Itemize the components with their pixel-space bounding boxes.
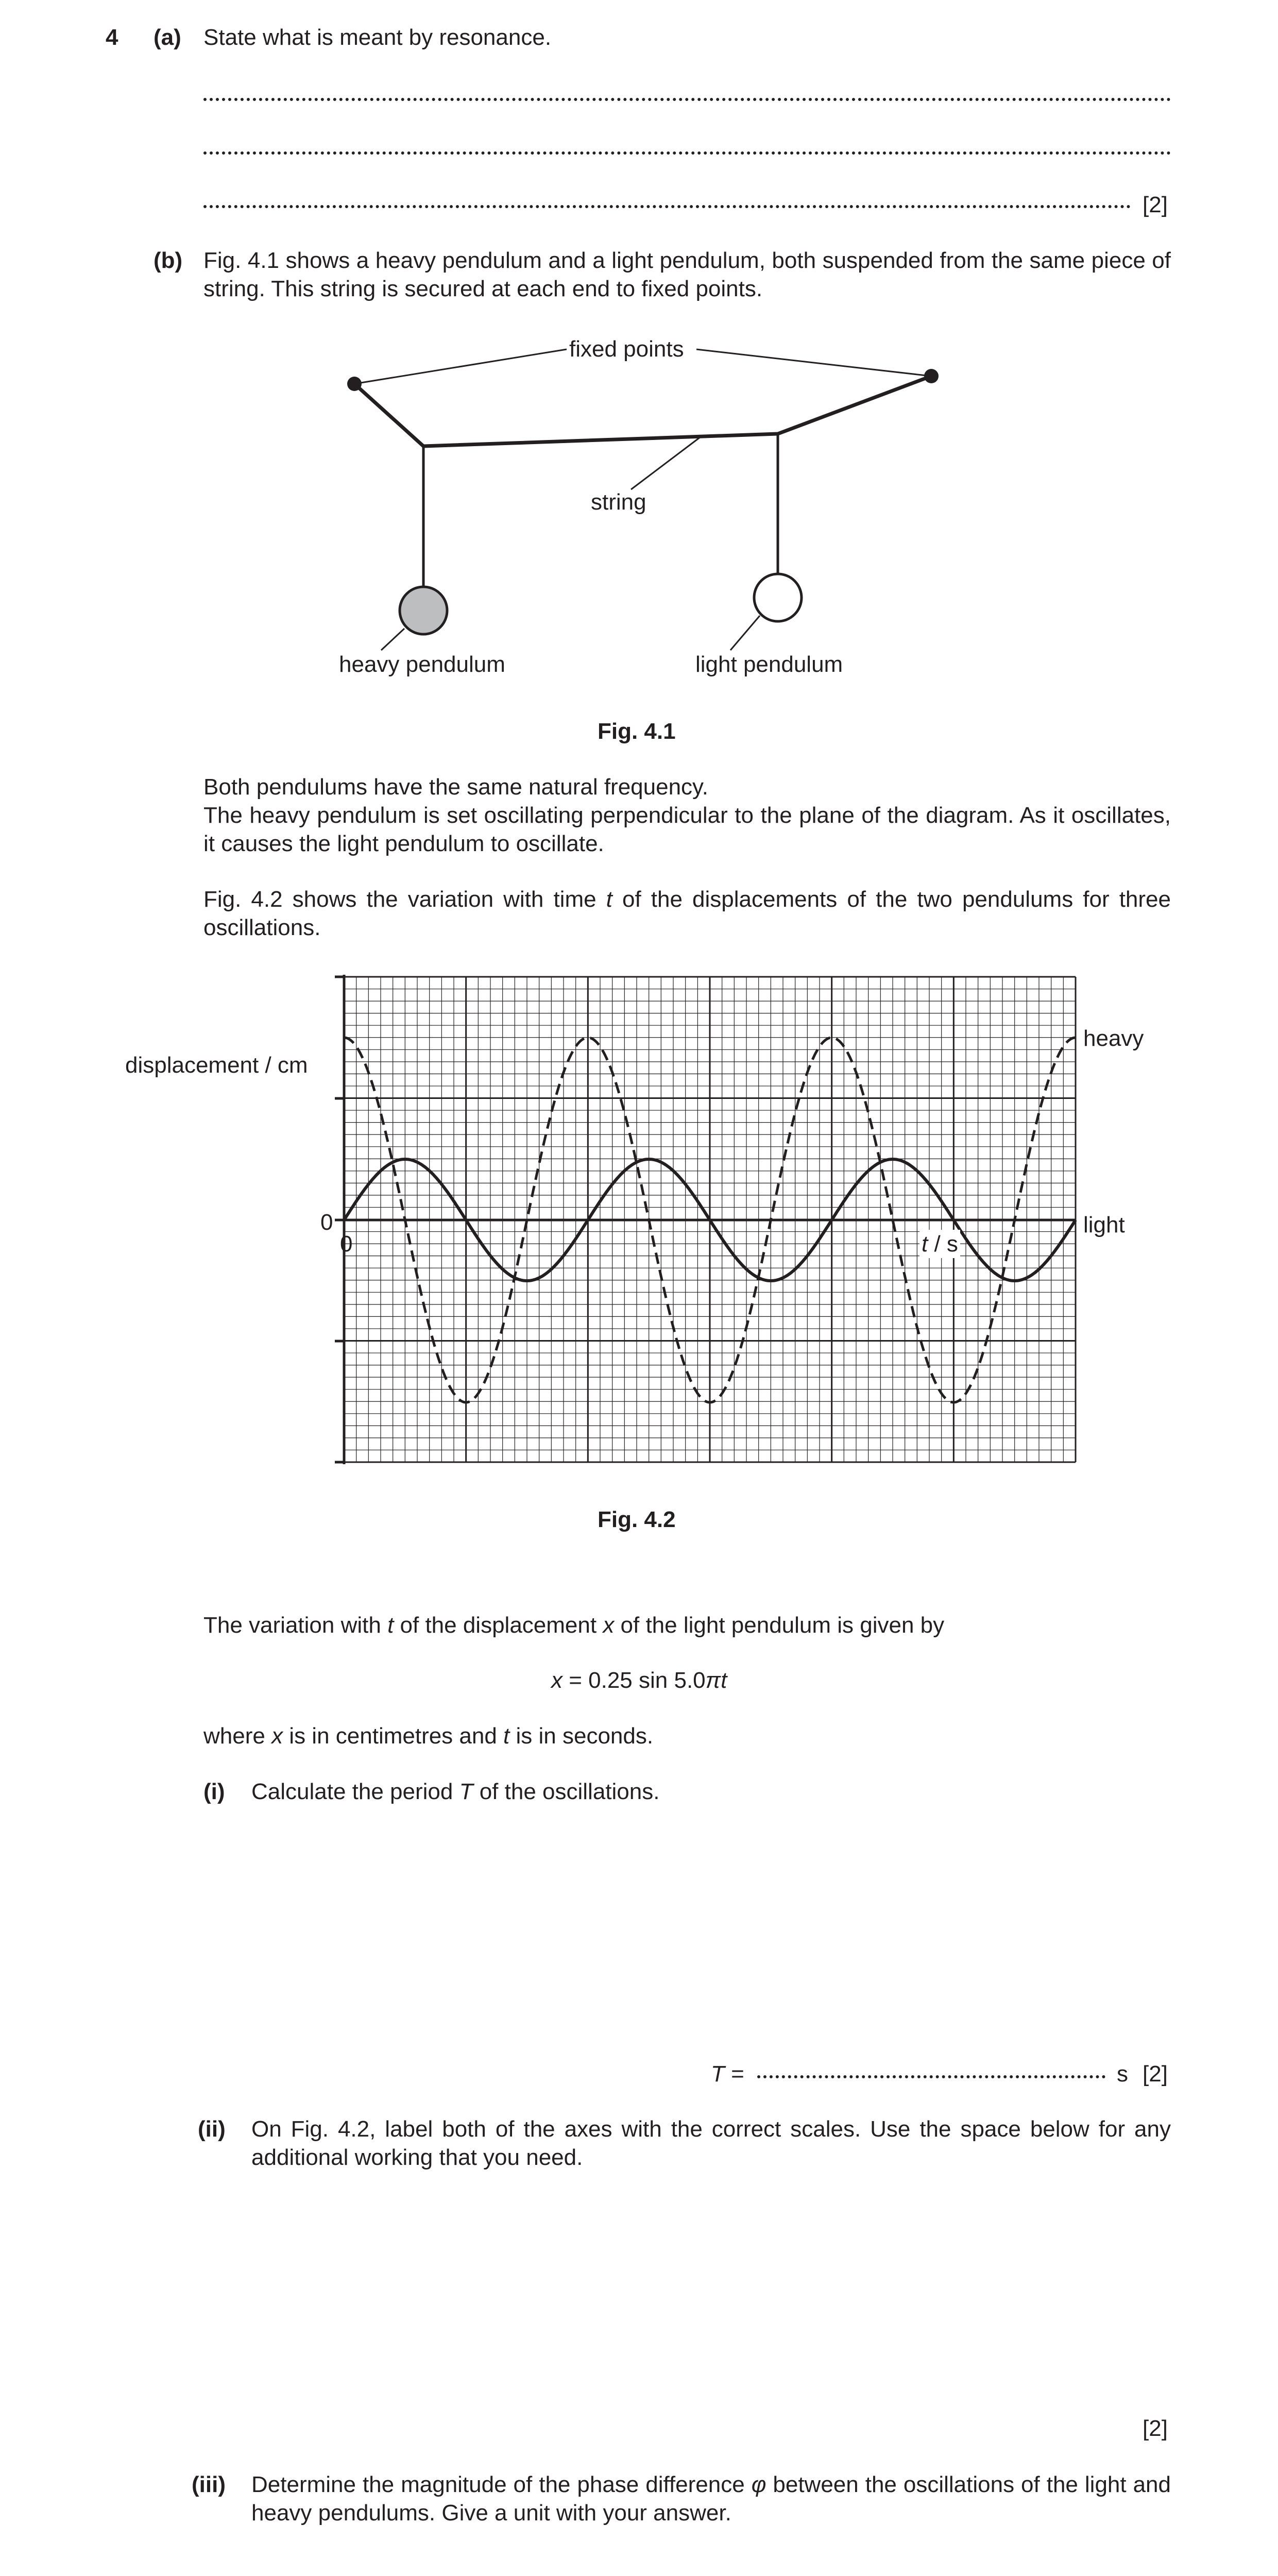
sub-i-marks: [2] [1143, 2061, 1168, 2087]
sub-i-label: (i) [203, 1779, 225, 1804]
label-string: string [591, 489, 646, 515]
equation: x = 0.25 sin 5.0πt [551, 1668, 727, 1693]
x-origin-label: 0 [340, 1231, 353, 1257]
y-origin-label: 0 [320, 1210, 333, 1235]
sub-ii-prompt: On Fig. 4.2, label both of the axes with the correct scales. Use the space below for any additional working that you need. [251, 2116, 1171, 2170]
part-a-marks: [2] [1143, 192, 1168, 217]
sub-i-prompt: Calculate the period T of the oscillations. [251, 1779, 660, 1804]
part-b-intro: Fig. 4.1 shows a heavy pendulum and a light pendulum, both suspended from the same piece of string. This string is secured at each end to fixed points. [203, 248, 1171, 301]
y-axis-label: displacement / cm [125, 1053, 308, 1078]
label-fixed-points: fixed points [569, 336, 684, 362]
sub-ii-marks: [2] [1143, 2416, 1168, 2441]
fig-4-1-caption: Fig. 4.1 [598, 719, 676, 744]
sub-i-unit: s [1117, 2061, 1128, 2087]
part-a-label: (a) [154, 25, 181, 50]
x-axis-label: t / s [919, 1230, 960, 1258]
sub-i-answer-prefix: T = [711, 2061, 744, 2087]
equation-where: where x is in centimetres and t is in seconds. [203, 1723, 654, 1749]
period-answer-line[interactable] [757, 2075, 1105, 2078]
equation-intro: The variation with t of the displacement x of the light pendulum is given by [203, 1613, 945, 1638]
question-number: 4 [106, 25, 118, 50]
label-light-pendulum: light pendulum [695, 652, 843, 677]
sub-iii-prompt: Determine the magnitude of the phase difference φ between the oscillations of the light and heavy pendulums. Give a unit with your answer. [251, 2472, 1171, 2526]
legend-light: light [1083, 1212, 1125, 1238]
text-heavy-set: The heavy pendulum is set oscillating perpendicular to the plane of the diagram. As it oscillates, it causes the light pendulum to oscillate. [203, 803, 1171, 856]
part-b-label: (b) [154, 248, 183, 273]
text-fig2-intro: Fig. 4.2 shows the variation with time t of the displacements of the two pendulums for three oscillations. [203, 887, 1171, 940]
part-a-prompt: State what is meant by resonance. [203, 25, 552, 50]
sub-ii-label: (ii) [198, 2116, 226, 2142]
label-heavy-pendulum: heavy pendulum [339, 652, 505, 677]
text-same-frequency: Both pendulums have the same natural frequency. [203, 774, 709, 800]
fig-4-2-caption: Fig. 4.2 [598, 1507, 676, 1532]
sub-iii-label: (iii) [192, 2472, 226, 2497]
legend-heavy: heavy [1083, 1026, 1144, 1051]
